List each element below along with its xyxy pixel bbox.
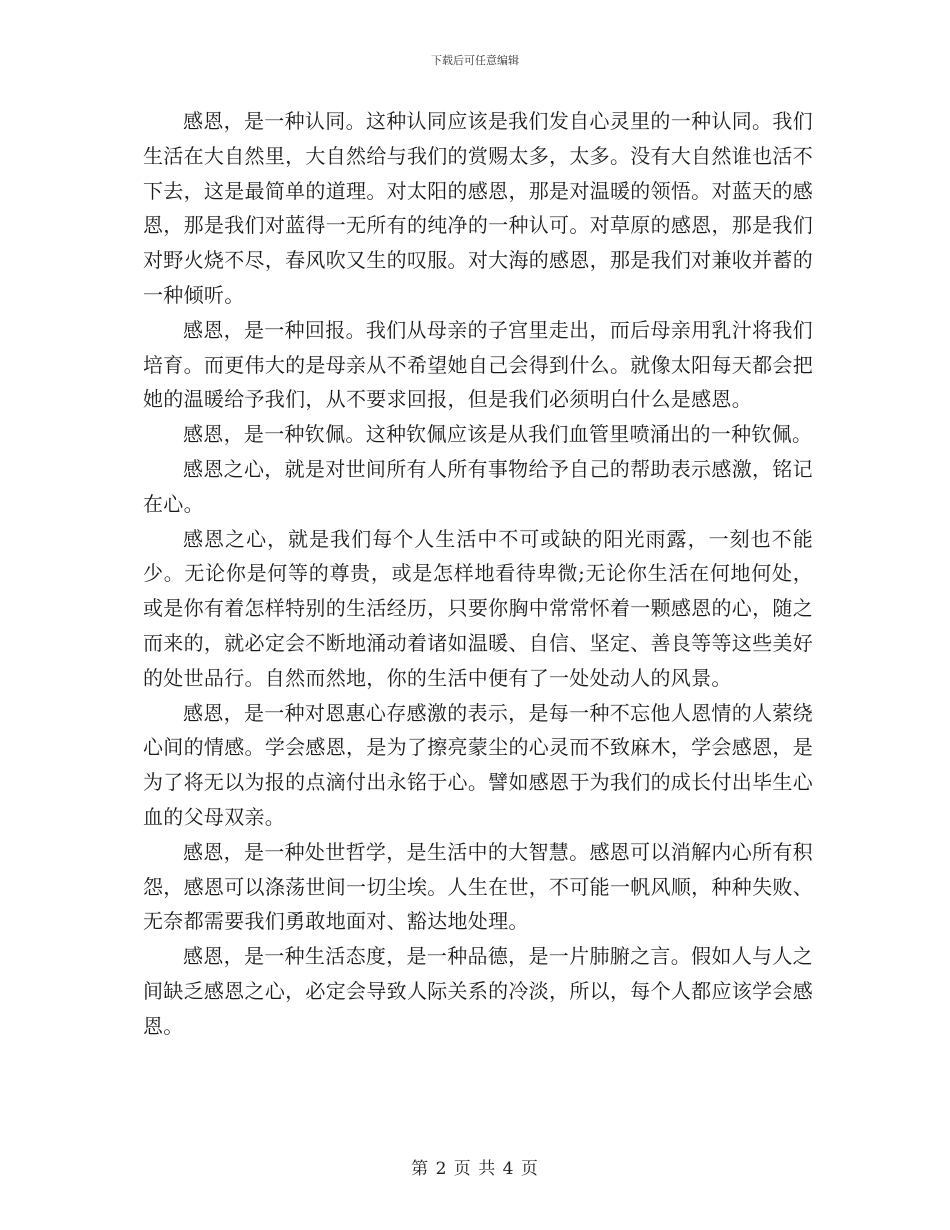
- document-body: [143, 104, 813, 1044]
- paragraph: 感恩，是一种回报。我们从母亲的子宫里走出，而后母亲用乳汁将我们培育。而更伟大的是母亲从不希望她自己会得到什么。就像太阳每天都会把她的温暖给予我们，从不要求回报，但是我们必须明白什么是感恩。: [143, 317, 813, 412]
- paragraph: 感恩之心，就是对世间所有人所有事物给予自己的帮助表示感激，铭记在心。: [143, 456, 813, 516]
- page-number: 第 2 页 共 4 页: [411, 1159, 539, 1179]
- paragraph: 感恩，是一种生活态度，是一种品德，是一片肺腑之言。假如人与人之间缺乏感恩之心，必定会导致人际关系的冷淡，所以，每个人都应该学会感恩。: [143, 944, 813, 1038]
- paragraph: 感恩，是一种认同。这种认同应该是我们发自心灵里的一种认同。我们生活在大自然里，大自然给与我们的赏赐太多，太多。没有大自然谁也活不下去，这是最简单的道理。对太阳的感恩，那是对温暖的领悟。对蓝天的感恩，那是我们对蓝得一无所有的纯净的一种认可。对草原的感恩，那是我们对野火烧不尽，春风吹又生的叹服。对大海的感恩，那是我们对兼收并蓄的一种倾听。: [143, 109, 813, 307]
- paragraph: 感恩，是一种对恩惠心存感激的表示，是每一种不忘他人恩情的人萦绕心间的情感。学会感恩，是为了擦亮蒙尘的心灵而不致麻木，学会感恩，是为了将无以为报的点滴付出永铭于心。譬如感恩于为我们的成长付出毕生心血的父母双亲。: [143, 700, 813, 829]
- page-header: 下载后可任意编辑: [431, 54, 519, 67]
- paragraph: 感恩，是一种钦佩。这种钦佩应该是从我们血管里喷涌出的一种钦佩。: [183, 422, 813, 447]
- paragraph: 感恩之心，就是我们每个人生活中不可或缺的阳光雨露，一刻也不能少。无论你是何等的尊贵，或是怎样地看待卑微;无论你生活在何地何处，或是你有着怎样特别的生活经历，只要你胸中常常怀着一颗感恩的心，随之而来的，就必定会不断地涌动着诸如温暖、自信、坚定、善良等等这些美好的处世品行。自然而然地，你的生活中便有了一处处动人的风景。: [143, 526, 813, 690]
- paragraph: 感恩，是一种处世哲学，是生活中的大智慧。感恩可以消解内心所有积怨，感恩可以涤荡世间一切尘埃。人生在世，不可能一帆风顺，种种失败、无奈都需要我们勇敢地面对、豁达地处理。: [143, 839, 813, 934]
